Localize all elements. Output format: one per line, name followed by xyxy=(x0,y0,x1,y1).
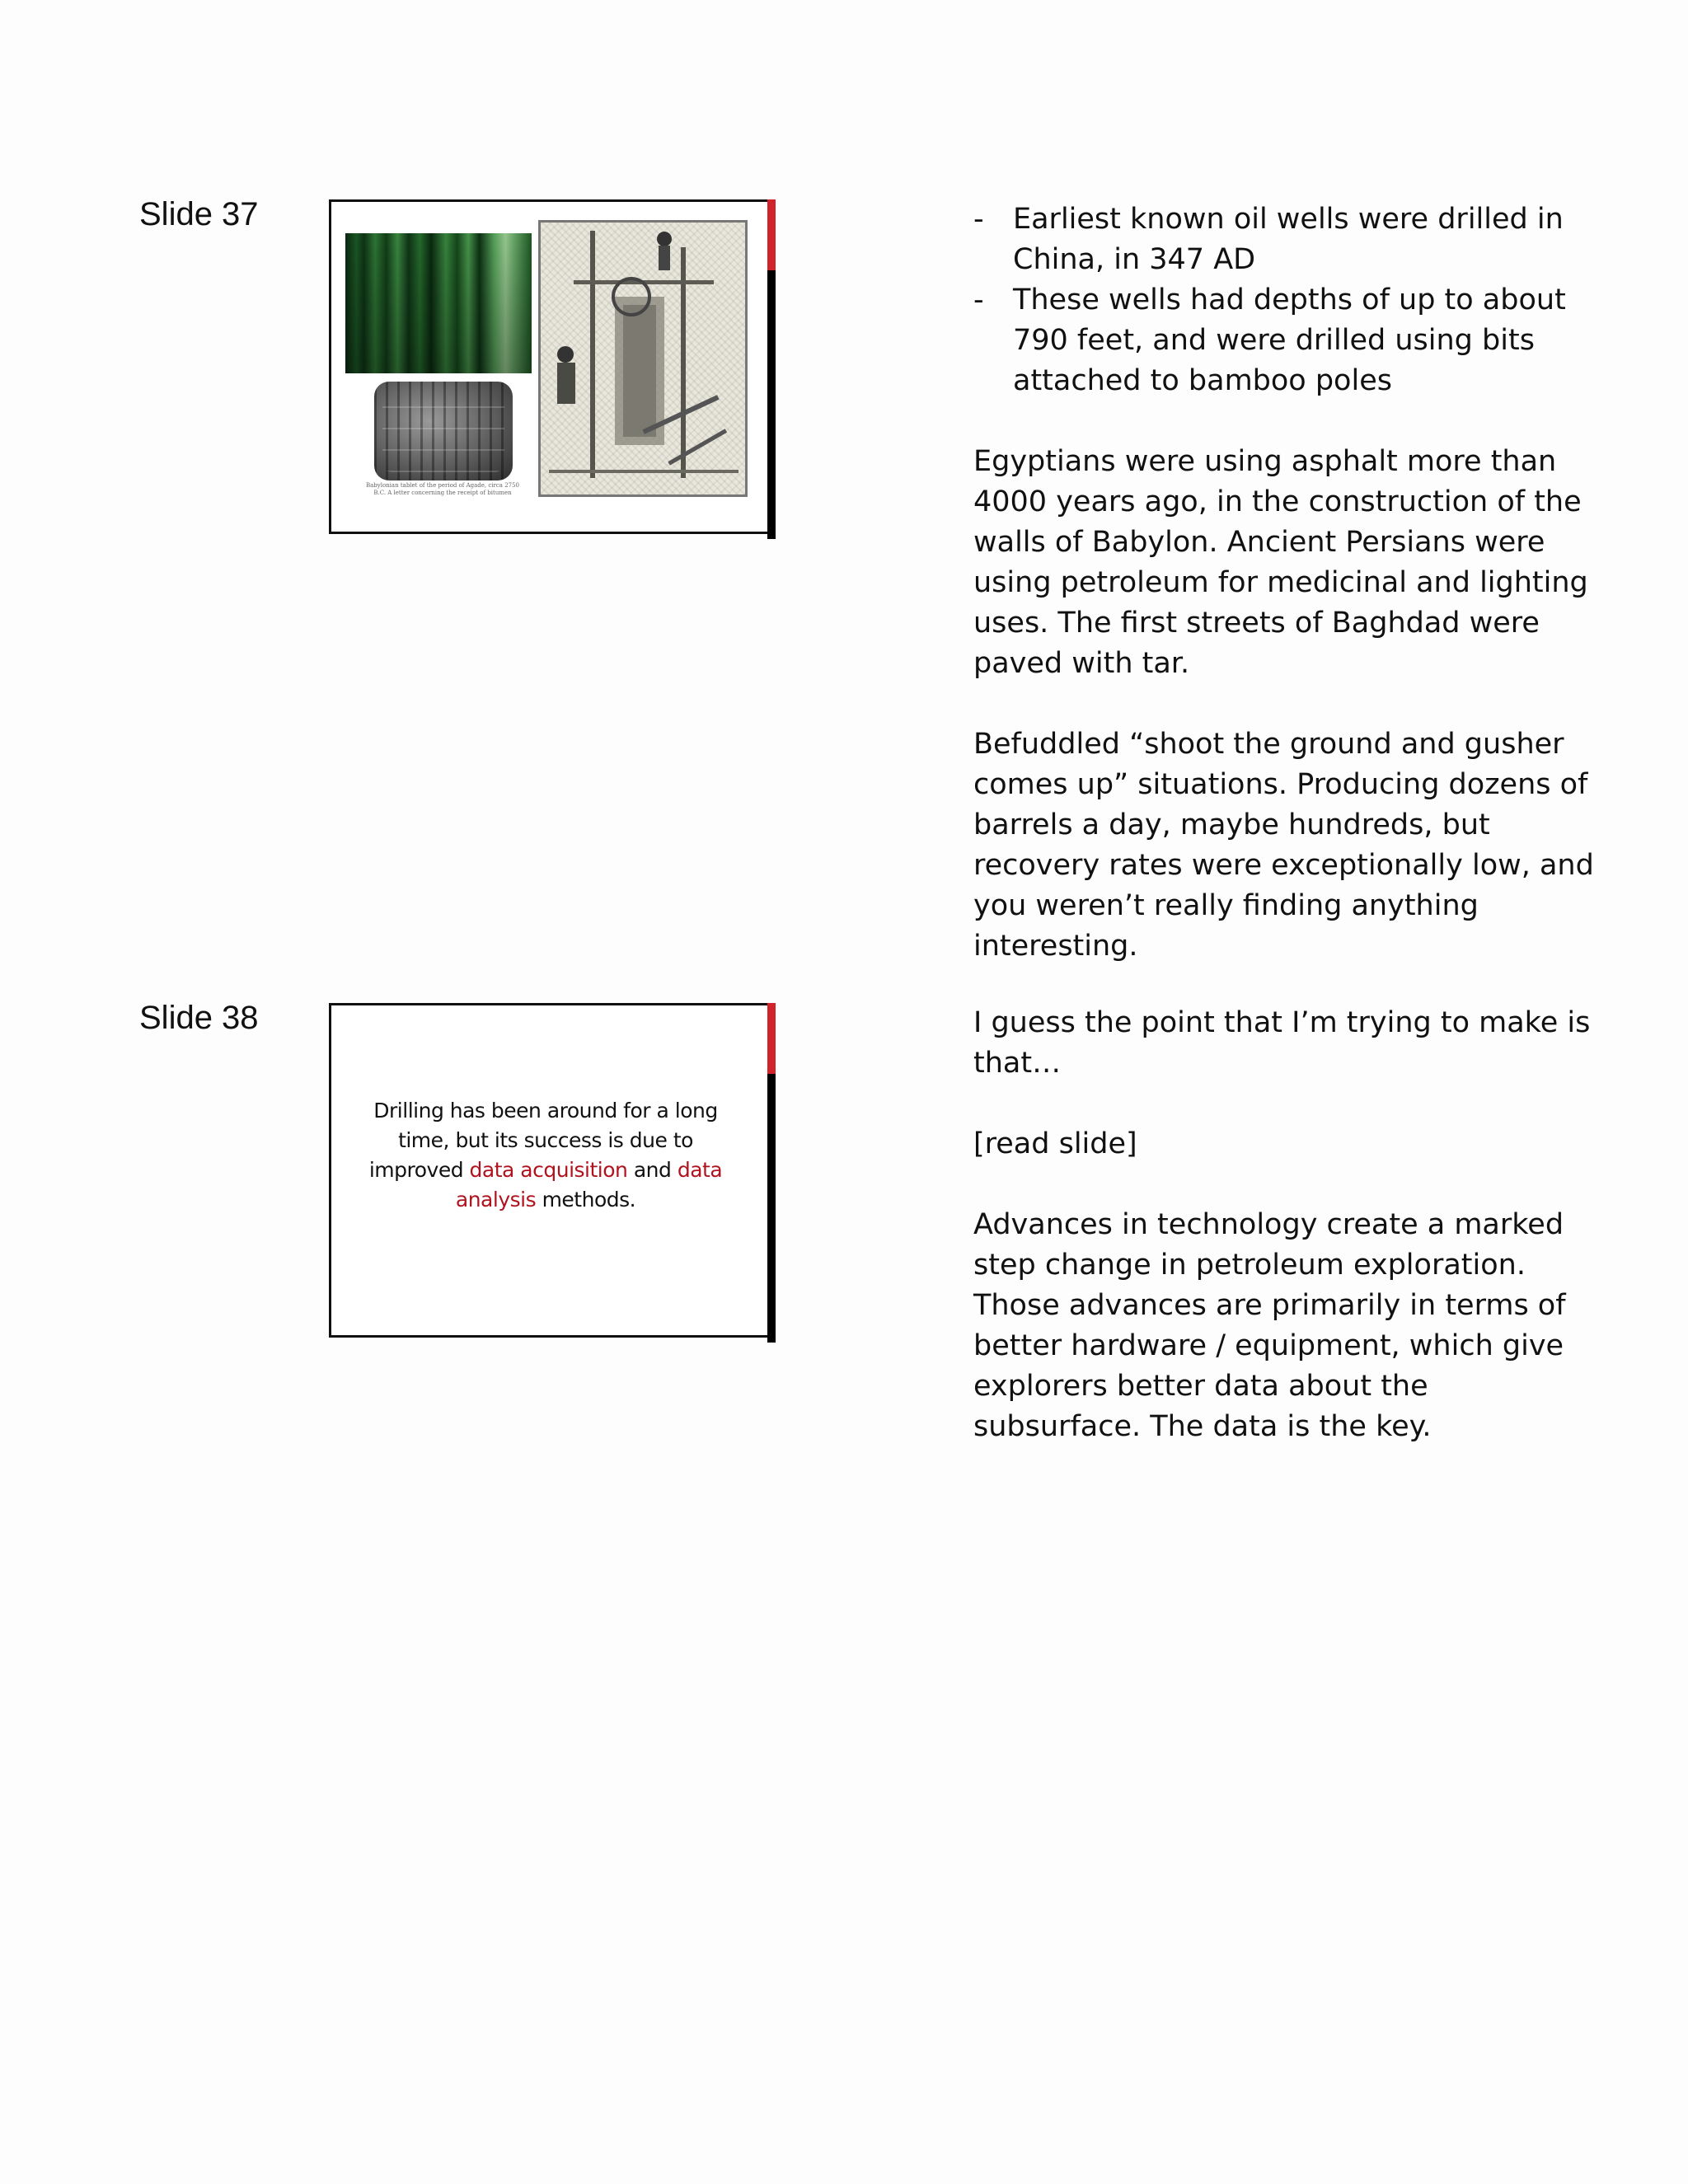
note-paragraph: Egyptians were using asphalt more than 4000 years ago, in the construction of the walls of Babylon. Ancient Persians were using petroleum for medicinal and lighting uses. The first streets of Baghdad were paved with tar. xyxy=(973,445,1588,680)
highlight-data-analysis: data analysis xyxy=(455,1158,723,1212)
bamboo-photo xyxy=(345,233,532,373)
highlight-data-acquisition: data acquisition xyxy=(469,1158,628,1182)
slide-38-thumbnail xyxy=(329,1003,776,1338)
slide-accent-bar xyxy=(767,1003,776,1343)
slide-37-label: Slide 37 xyxy=(139,196,259,232)
slide-37-thumbnail xyxy=(329,199,776,534)
note-bullet-text: These wells had depths of up to about 790 feet, and were drilled using bits attached to bamboo poles xyxy=(1013,284,1566,397)
note-paragraph: Advances in technology create a marked step change in petroleum exploration. Those advances are primarily in terms of better hardware / equipment, which give explorers better data about the subsurface. The data is the key. xyxy=(973,1208,1566,1443)
note-paragraph: Befuddled “shoot the ground and gusher comes up” situations. Producing dozens of barrels a day, maybe hundreds, but recovery rates were exceptionally low, and you weren’t really finding anything interesting. xyxy=(973,728,1594,963)
slide-text-part: and xyxy=(627,1158,678,1182)
slide-accent-bar xyxy=(767,199,776,539)
slide-text-part: Drilling has been around for a long time, but its success is due to improved xyxy=(368,1099,718,1182)
note-bullet: - Earliest known oil wells were drilled in China, in 347 AD xyxy=(973,203,1564,276)
slide-38-label: Slide 38 xyxy=(139,1000,259,1036)
tablet-caption: Babylonian tablet of the period of Agade, circa 2750 B.C. A letter concerning the receipt of bitumen xyxy=(365,482,520,496)
slide-38-body-text xyxy=(356,1096,735,1215)
slide-37-notes xyxy=(973,199,1600,967)
note-bullet: - These wells had depths of up to about 790 feet, and were drilled using bits attached to bamboo poles xyxy=(973,284,1566,397)
slide-text-part: methods. xyxy=(536,1188,636,1212)
note-paragraph: I guess the point that I’m trying to make is that… xyxy=(973,1006,1591,1080)
drilling-rig-sketch xyxy=(541,223,745,494)
chinese-drilling-illustration xyxy=(538,220,748,497)
slide-38-notes xyxy=(973,1003,1600,1447)
babylonian-tablet-photo xyxy=(374,382,513,480)
note-paragraph: [read slide] xyxy=(973,1127,1137,1160)
note-bullet-text: Earliest known oil wells were drilled in China, in 347 AD xyxy=(1013,203,1564,276)
